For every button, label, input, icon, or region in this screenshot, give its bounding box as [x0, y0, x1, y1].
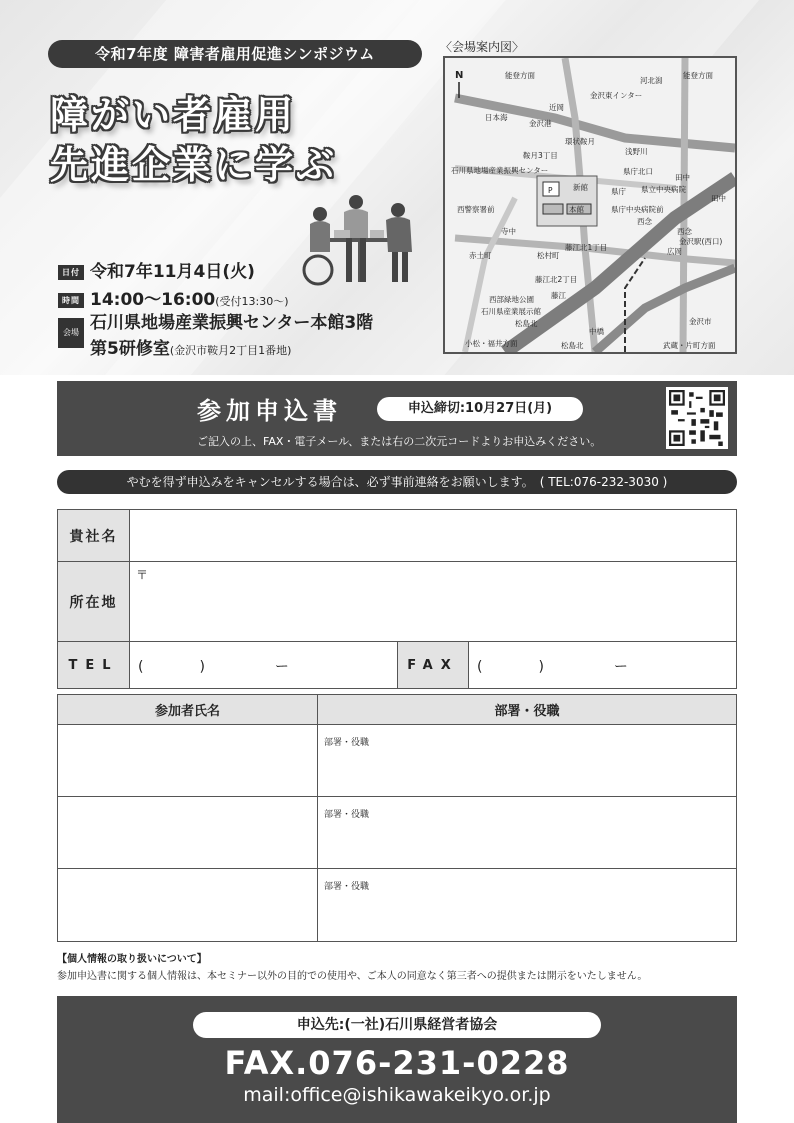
map-title: 〈会場案内図〉 [440, 40, 525, 54]
contact-footer [57, 996, 737, 1123]
address-row [58, 562, 736, 642]
venue-address: (金沢市鞍月2丁目1番地) [169, 344, 292, 357]
map-label-fujie1: 藤江北1丁目 [565, 243, 608, 252]
company-label: 貴社名 [58, 510, 130, 561]
contact-organization: 申込先:(一社)石川県経営者協会 [193, 1012, 601, 1038]
participant-dept-field[interactable] [318, 797, 736, 868]
map-label-saiwai: 西警察署前 [457, 205, 495, 214]
map-shinkan: 新館 [573, 183, 588, 192]
map-label-akaturi: 赤土町 [469, 251, 492, 260]
venue-room: 第5研修室 [90, 339, 170, 359]
map-label-kenchokita: 県庁北口 [623, 167, 653, 176]
map-label-nishiburo: 西部緑地公園 [489, 295, 534, 304]
map-label-kahoku: 河北潟 [640, 76, 663, 85]
fax-label: FAX [397, 642, 469, 688]
map-label-sainen2: 西念 [677, 227, 692, 236]
privacy-text: 参加申込書に関する個人情報は、本セミナー以外の目的での使用や、ご本人の同意なく第三者への提供または開示をいたしません。 [57, 971, 648, 982]
fax-part [397, 642, 736, 688]
dept-note: 部署・役職 [324, 810, 370, 820]
map-label-fujie: 藤江 [551, 291, 566, 300]
venue-line2 [90, 334, 291, 359]
participant-name-field[interactable] [58, 869, 318, 941]
dept-note: 部署・役職 [324, 738, 370, 748]
header-section [0, 0, 794, 375]
tel-template: ( ) ー [138, 659, 289, 675]
map-label-matsumura: 松村町 [537, 251, 560, 260]
tel-part [58, 642, 397, 688]
tel-label: TEL [58, 642, 130, 688]
time-note: (受付13:30〜) [215, 295, 289, 308]
participant-name-field[interactable] [58, 797, 318, 868]
participant-row [58, 797, 736, 869]
participant-dept-field[interactable] [318, 869, 736, 941]
map-label-asanogawa: 浅野川 [625, 147, 648, 156]
map-label-matsushima: 松島北 [515, 319, 538, 328]
map-north: N [455, 70, 464, 81]
map-label-teranaka: 寺中 [501, 227, 516, 236]
map-label-komatsu: 小松・福井方面 [465, 339, 518, 348]
application-subtitle: ご記入の上、FAX・電子メール、または右の二次元コードよりお申込みください。 [197, 435, 602, 448]
cancel-notice: やむを得ず申込みをキャンセルする場合は、必ず事前連絡をお願いします。 ( TEL:076-232-3030 ) [57, 470, 737, 494]
map-label-ic: 金沢東インター [590, 91, 643, 100]
map-label-kenchohospital: 県庁中央病院前 [611, 205, 664, 214]
map-label-tenjijo: 石川県産業展示館 [481, 307, 541, 316]
map-label-venue: 石川県地場産業振興センター [451, 166, 549, 175]
map-label-fujie2: 藤江北2丁目 [535, 275, 578, 284]
qr-code[interactable] [666, 387, 728, 449]
fax-number: FAX.076-231-0228 [224, 1044, 570, 1082]
application-title: 参加申込書 [197, 397, 342, 425]
deadline-badge: 申込締切:10月27日(月) [377, 397, 583, 421]
time-value: 14:00〜16:00 [90, 290, 216, 310]
application-form [57, 509, 737, 689]
map-label-noto1: 能登方面 [505, 71, 535, 80]
venue-map [443, 56, 737, 354]
map-label-musashi: 武蔵・片町方面 [663, 341, 716, 350]
participant-row [58, 725, 736, 797]
map-label-nishinen: 西念 [637, 217, 652, 226]
participant-dept-field[interactable] [318, 725, 736, 796]
map-parking: P [548, 186, 553, 195]
time-label: 時間 [58, 293, 84, 308]
main-title-line2: 先進企業に学ぶ [50, 143, 338, 187]
map-label-chikaoka: 近岡 [549, 103, 564, 112]
privacy-heading: 【個人情報の取り扱いについて】 [57, 954, 207, 965]
map-graphic [445, 58, 735, 352]
event-date [58, 257, 255, 282]
address-field[interactable] [130, 562, 736, 641]
map-label-nakahashi: 中橋 [589, 327, 604, 336]
tel-field[interactable] [130, 642, 397, 688]
participants-header [58, 695, 736, 725]
map-label-kuratsuki3: 鞍月3丁目 [523, 151, 558, 160]
map-label-hospital: 県立中央病院 [641, 185, 686, 194]
application-header [57, 381, 737, 456]
map-honkan: 本館 [569, 205, 584, 214]
venue-label: 会場 [58, 318, 84, 348]
map-label-kanazawako: 金沢港 [529, 119, 552, 128]
company-row [58, 510, 736, 562]
date-label: 日付 [58, 265, 84, 280]
venue-line1: 石川県地場産業振興センター本館3階 [90, 313, 374, 333]
map-label-matsushima2: 松島北 [561, 341, 584, 350]
map-label-kanazawacity: 金沢市 [689, 317, 712, 326]
participant-row [58, 869, 736, 941]
meeting-illustration [298, 190, 422, 290]
map-label-kanjo: 環状鞍月 [565, 137, 595, 146]
postal-mark: 〒 [136, 568, 149, 582]
phone-row [58, 642, 736, 688]
email-address[interactable]: mail:office@ishikawakeikyo.or.jp [243, 1084, 551, 1106]
main-title-line1: 障がい者雇用 [50, 93, 297, 137]
qr-code-icon [669, 390, 725, 446]
map-label-tanaka2: 田中 [711, 194, 726, 203]
name-header: 参加者氏名 [58, 695, 318, 724]
event-tag: 令和7年度 障害者雇用促進シンポジウム [48, 40, 422, 68]
map-label-kencho: 県庁 [611, 187, 626, 196]
date-value: 令和7年11月4日(火) [90, 262, 255, 282]
fax-template: ( ) ー [477, 659, 628, 675]
dept-header: 部署・役職 [494, 704, 560, 719]
map-label-tanaka: 田中 [675, 173, 690, 182]
company-field[interactable] [130, 510, 736, 561]
participants-table [57, 694, 737, 942]
participant-name-field[interactable] [58, 725, 318, 796]
dept-note: 部署・役職 [324, 882, 370, 892]
map-label-sea: 日本海 [485, 113, 508, 122]
map-label-hiroshima: 広岡 [667, 247, 682, 256]
fax-field[interactable] [469, 642, 736, 688]
map-label-kanazawastn: 金沢駅(西口) [679, 237, 723, 246]
event-time [58, 285, 289, 310]
map-label-noto2: 能登方面 [683, 71, 713, 80]
address-label: 所在地 [58, 562, 130, 641]
